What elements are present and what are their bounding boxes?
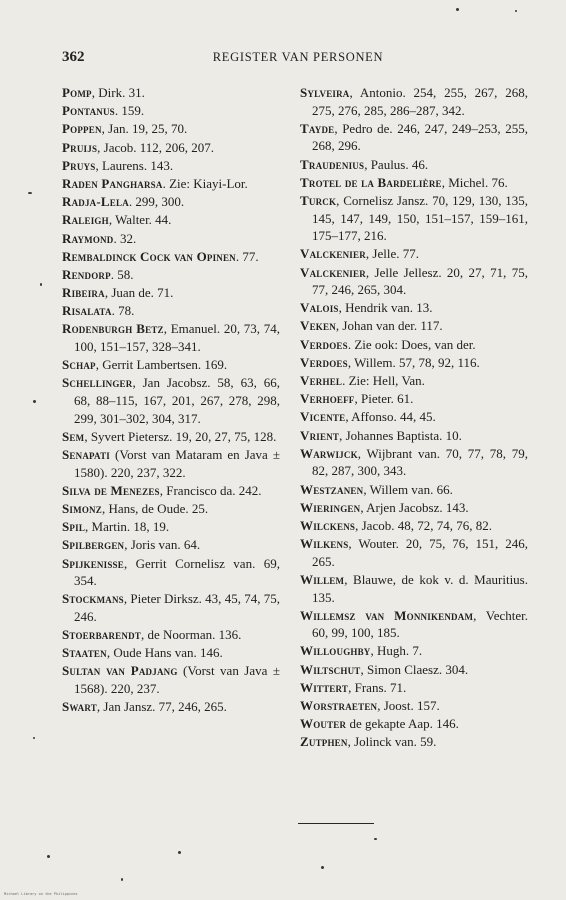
entry-references: , Hugh. 7. (370, 643, 423, 659)
entry-references: , Vechter. 60, 99, 100, 185. (312, 607, 528, 641)
person-name: Senapati (62, 446, 110, 462)
person-name: Spilbergen (62, 537, 125, 553)
entry-references: , Dirk. 31. (91, 85, 145, 100)
entry-references: , Emanuel. 20, 73, 74, 100, 151–157, 328–341. (74, 321, 280, 355)
person-name: Pruijs (62, 139, 98, 155)
entry-references: , Oude Hans van. 146. (106, 645, 223, 661)
person-name: Risalata (62, 303, 112, 319)
person-name: Wilckens (300, 517, 356, 533)
entry-references: , Hendrik van. 13. (338, 300, 433, 316)
person-name: Pruys (62, 157, 96, 173)
index-entry (300, 427, 528, 445)
entry-references: , Jan. 19, 25, 70. (101, 121, 188, 137)
page-header (0, 49, 566, 69)
person-name: Schap (62, 357, 96, 373)
index-entry (300, 245, 528, 263)
person-name: Poppen (62, 121, 102, 137)
entry-references: , Johan van der. 117. (335, 318, 443, 334)
index-entry (62, 266, 280, 284)
person-name: Willoughby (300, 643, 371, 659)
person-name: Westzanen (300, 481, 364, 497)
person-name: Simonz (62, 500, 102, 516)
index-entry (300, 445, 528, 480)
index-entry (300, 642, 528, 660)
person-name: Tayde (300, 120, 335, 136)
entry-references: , Jelle Jellesz. 20, 27, 71, 75, 77, 246, 265, 304. (312, 264, 528, 298)
index-entry (62, 662, 280, 697)
entry-references: , Cornelisz Jansz. 70, 129, 130, 135, 145, 147, 149, 150, 151–157, 159–161, 175–177, 216. (312, 192, 528, 244)
index-entry (300, 336, 528, 354)
person-name: Sem (62, 428, 85, 444)
index-entry (300, 372, 528, 390)
person-name: Silva de Menezes (62, 482, 160, 498)
index-entry (62, 626, 280, 644)
person-name: Valckenier (300, 246, 366, 262)
index-entry (62, 84, 280, 102)
index-column-right (300, 84, 528, 752)
index-entry (62, 284, 280, 302)
entry-references: , Antonio. 254, 255, 267, 268, 275, 276, 285, 286–287, 342. (312, 85, 528, 118)
entry-references: , Jacob. 112, 206, 207. (97, 139, 215, 155)
index-entry (62, 302, 280, 320)
index-entry (300, 571, 528, 606)
scan-speck (121, 878, 123, 881)
index-entry (300, 354, 528, 372)
entry-references: , Francisco da. 242. (159, 482, 262, 498)
index-entry (62, 320, 280, 355)
index-entry (62, 644, 280, 662)
entry-references: , Paulus. 46. (364, 156, 429, 172)
person-name: Stoerbarendt (62, 627, 141, 643)
entry-references: , Blauwe, de kok v. d. Mauritius. 135. (312, 571, 528, 605)
index-entry (62, 446, 280, 481)
index-entry (300, 264, 528, 299)
scan-speck (374, 838, 377, 840)
person-name: Wittert (300, 679, 349, 695)
entry-references: , Jolinck van. 59. (347, 734, 437, 750)
person-name: Vicente (300, 409, 346, 425)
entry-references: , Jan Jansz. 77, 246, 265. (96, 699, 227, 715)
person-name: Verdoes (300, 336, 348, 352)
index-entry (300, 535, 528, 570)
person-name: Rembaldinck Cock van Opinen (62, 248, 236, 264)
index-entry (62, 157, 280, 175)
scan-speck (456, 8, 459, 11)
index-entry (62, 500, 280, 518)
entry-references: , Simon Claesz. 304. (360, 661, 469, 677)
entry-references: . 299, 300. (128, 194, 185, 210)
person-name: Trotel de la Bardelière (300, 174, 442, 190)
index-entry (300, 317, 528, 335)
entry-references: , Jacob. 48, 72, 74, 76, 82. (355, 517, 492, 533)
entry-references: , Pieter. 61. (354, 391, 414, 407)
person-name: Raleigh (62, 212, 109, 228)
index-entry (62, 193, 280, 211)
person-name: Wouter (300, 716, 347, 732)
person-name: Rodenburgh Betz (62, 321, 164, 337)
person-name: Radja-Lela (62, 194, 129, 210)
entry-references: , Jelle. 77. (365, 246, 419, 262)
scan-speck (178, 851, 181, 854)
scan-speck (33, 737, 35, 739)
person-name: Pontanus (62, 103, 115, 119)
index-entry (62, 698, 280, 716)
person-name: Traudenius (300, 156, 365, 172)
index-entry (300, 499, 528, 517)
entry-references: . 58. (110, 266, 134, 282)
index-entry (300, 607, 528, 642)
scan-speck (515, 10, 517, 12)
entry-references: , Pieter Dirksz. 43, 45, 74, 75, 246. (74, 591, 280, 624)
entry-references: . Zie ook: Does, van der. (347, 336, 476, 352)
scan-speck (321, 866, 324, 869)
index-entry (300, 481, 528, 499)
person-name: Raden Pangharsa (62, 175, 163, 191)
entry-references: , Juan de. 71. (104, 285, 174, 301)
index-entry (62, 590, 280, 625)
entry-references: , Wouter. 20, 75, 76, 151, 246, 265. (312, 536, 528, 569)
person-name: Warwijck (300, 445, 358, 461)
index-entry (300, 715, 528, 733)
person-name: Willemsz van Monnikendam (300, 607, 474, 623)
entry-references: de gekapte Aap. 146. (346, 716, 459, 732)
index-entry (62, 356, 280, 374)
entry-references: , Michel. 76. (441, 174, 508, 190)
index-entry (300, 517, 528, 535)
entry-references: , de Noorman. 136. (140, 627, 242, 643)
index-entry (300, 192, 528, 245)
entry-references: , Joris van. 64. (124, 537, 201, 553)
index-entry (300, 390, 528, 408)
index-entry (300, 697, 528, 715)
index-entry (62, 139, 280, 157)
entry-references: , Gerrit Cornelisz van. 69, 354. (74, 555, 280, 589)
index-entry (62, 120, 280, 138)
person-name: Valckenier (300, 264, 366, 280)
index-entry (300, 679, 528, 697)
entry-references: , Arjen Jacobsz. 143. (360, 499, 469, 515)
index-entry (300, 733, 528, 751)
entry-references: , Willem van. 66. (363, 481, 453, 497)
entry-references: , Hans, de Oude. 25. (101, 500, 209, 516)
scan-speck (33, 400, 36, 403)
person-name: Zutphen (300, 734, 348, 750)
entry-references: (Vorst van Java ± 1568). 220, 237. (74, 663, 280, 697)
entry-references: , Jan Jacobsz. 58, 63, 66, 68, 88–115, 167, 201, 267, 278, 298, 299, 301–302, 304, 317. (74, 375, 280, 426)
entry-references: , Pedro de. 246, 247, 249–253, 255, 268, 296. (312, 120, 528, 154)
person-name: Verhoeff (300, 391, 355, 407)
entry-references: , Joost. 157. (377, 698, 440, 714)
index-entry (62, 230, 280, 248)
entry-references: , Johannes Baptista. 10. (339, 427, 462, 443)
entry-references: . 78. (111, 303, 135, 319)
scan-speck (40, 283, 42, 286)
entry-references: . 77. (235, 248, 259, 264)
index-entry (62, 102, 280, 120)
index-entry (300, 299, 528, 317)
person-name: Swart (62, 699, 97, 715)
entry-references: , Walter. 44. (108, 212, 172, 228)
entry-references: , Wijbrant van. 70, 77, 78, 79, 82, 287, 300, 343. (312, 445, 528, 479)
entry-references: , Syvert Pietersz. 19, 20, 27, 75, 128. (84, 428, 277, 444)
person-name: Sylveira (300, 85, 350, 100)
entry-references: , Martin. 18, 19. (85, 519, 170, 535)
person-name: Verdoes (300, 354, 348, 370)
person-name: Spil (62, 519, 86, 535)
index-entry (300, 408, 528, 426)
entry-references: (Vorst van Mataram en Java ± 1580). 220, 237, 322. (74, 446, 280, 480)
person-name: Raymond (62, 230, 114, 246)
entry-references: . Zie: Hell, Van. (342, 373, 425, 389)
person-name: Turck (300, 192, 337, 208)
person-name: Wiltschut (300, 661, 361, 677)
index-entry (62, 536, 280, 554)
person-name: Wilkens (300, 536, 349, 552)
running-title: REGISTER VAN PERSONEN (212, 50, 384, 64)
person-name: Veken (300, 318, 336, 334)
person-name: Sultan van Padjang (62, 663, 178, 679)
index-entry (62, 248, 280, 266)
person-name: Rendorp (62, 266, 111, 282)
index-entry (62, 374, 280, 427)
scan-speck (47, 855, 50, 858)
person-name: Valois (300, 300, 339, 316)
index-entry (62, 482, 280, 500)
index-entry (300, 156, 528, 174)
index-entry (300, 120, 528, 155)
person-name: Spijkenisse (62, 555, 124, 571)
index-entry (300, 661, 528, 679)
entry-references: . 32. (113, 230, 137, 246)
person-name: Schellinger (62, 375, 133, 391)
end-rule (298, 823, 374, 824)
person-name: Willem (300, 571, 345, 587)
scan-caption: Michael Library on the Philippines (4, 892, 78, 896)
index-entry (300, 174, 528, 192)
index-entry (62, 518, 280, 536)
entry-references: . 159. (114, 103, 145, 119)
index-entry (300, 84, 528, 119)
person-name: Verhel (300, 373, 343, 389)
person-name: Worstraeten (300, 698, 378, 714)
index-column-left (62, 84, 280, 716)
index-entry (62, 175, 280, 193)
person-name: Vrient (300, 427, 340, 443)
person-name: Stockmans (62, 591, 124, 607)
index-entry (62, 211, 280, 229)
person-name: Ribeira (62, 285, 105, 301)
index-entry (62, 555, 280, 590)
entry-references: , Affonso. 44, 45. (345, 409, 436, 425)
entry-references: , Gerrit Lambertsen. 169. (95, 357, 228, 373)
person-name: Wieringen (300, 499, 361, 515)
entry-references: . Zie: Kiayi-Lor. (162, 175, 248, 191)
page-number: 362 (62, 49, 85, 65)
index-entry (62, 428, 280, 446)
person-name: Staaten (62, 645, 107, 661)
entry-references: , Laurens. 143. (95, 157, 174, 173)
person-name: Pomp (62, 85, 92, 100)
entry-references: , Willem. 57, 78, 92, 116. (347, 354, 480, 370)
entry-references: , Frans. 71. (348, 679, 407, 695)
scan-speck (28, 192, 32, 194)
